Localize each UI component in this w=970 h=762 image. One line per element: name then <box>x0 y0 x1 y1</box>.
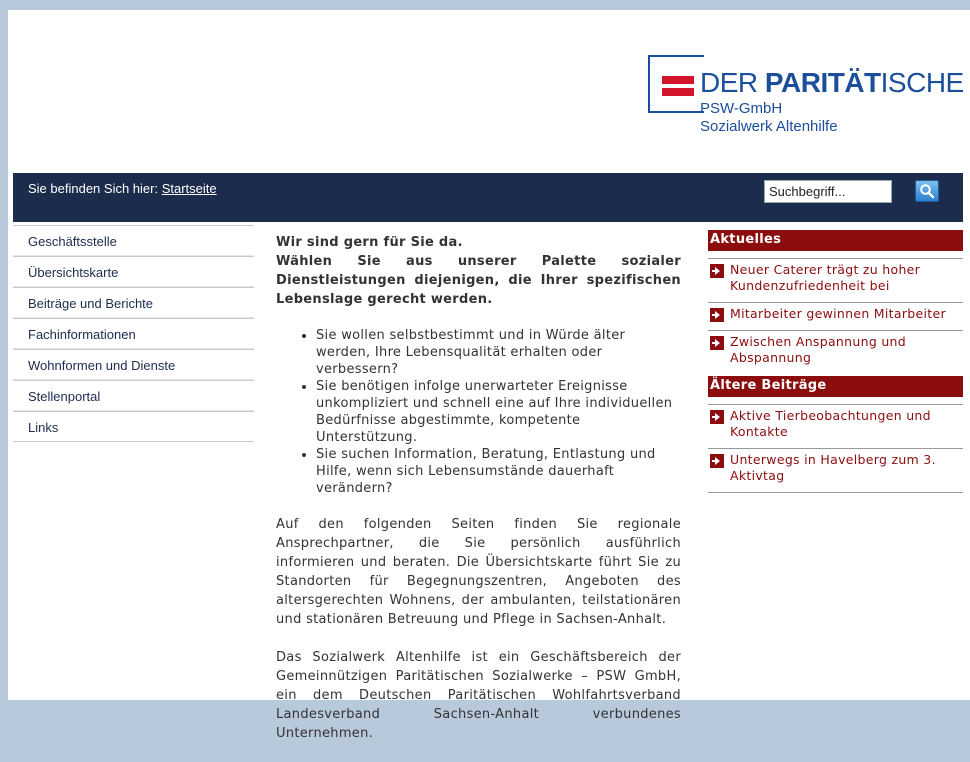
arrow-right-icon <box>710 454 724 468</box>
list-item: • Sie suchen Information, Beratung, Entlastung und Hilfe, wenn sich Lebensumstände dauerhaft verändern? <box>316 446 681 497</box>
search-input[interactable] <box>764 180 892 203</box>
news-item[interactable] <box>708 330 963 374</box>
news-item[interactable] <box>708 448 963 493</box>
sidebar-item-links[interactable]: Links <box>13 411 254 442</box>
arrow-right-icon <box>710 264 724 278</box>
breadcrumb-prefix: Sie befinden Sich hier: <box>28 181 162 196</box>
news-item-link[interactable]: Aktive Tierbeobachtungen und Kontakte <box>730 408 931 439</box>
logo-bar-top <box>662 76 694 84</box>
news-item-link[interactable]: Neuer Caterer trägt zu hoher Kundenzufriedenheit bei <box>730 262 921 293</box>
list-item: • Sie benötigen infolge unerwarteter Ereignisse unkompliziert und schnell eine auf Ihre individuellen Bedürfnisse abgestimmte, kompetente Unterstützung. <box>316 378 681 446</box>
news-item[interactable] <box>708 258 963 302</box>
sidebar-item-uebersichtskarte[interactable]: Übersichtskarte <box>13 256 254 287</box>
top-navbar <box>13 173 963 222</box>
intro-block <box>276 233 681 309</box>
news-item[interactable] <box>708 302 963 330</box>
search-button[interactable] <box>915 180 939 202</box>
paragraph-about: Das Sozialwerk Altenhilfe ist ein Geschäftsbereich der Gemeinnützigen Paritätischen Sozialwerke – PSW GmbH, ein dem Deutschen Paritätischen Wohlfahrtsverband Landesverband Sachsen-Anhalt verbundenes Unternehmen. <box>276 650 681 741</box>
arrow-right-icon <box>710 308 724 322</box>
sidebar-nav <box>13 225 254 442</box>
logo-mark-icon <box>648 55 704 113</box>
news-sidebar <box>708 230 963 493</box>
sidebar-item-fachinformationen[interactable]: Fachinformationen <box>13 318 254 349</box>
aeltere-heading: Ältere Beiträge <box>708 376 963 397</box>
intro-heading: Wir sind gern für Sie da. <box>276 235 463 250</box>
news-item-link[interactable]: Unterwegs in Havelberg zum 3. Aktivtag <box>730 452 936 483</box>
news-item-link[interactable]: Mitarbeiter gewinnen Mitarbeiter <box>730 306 946 321</box>
sidebar-item-wohnformen[interactable]: Wohnformen und Dienste <box>13 349 254 380</box>
list-item: • Sie wollen selbstbestimmt und in Würde älter werden, Ihre Lebensqualität erhalten oder verbessern? <box>316 327 681 378</box>
benefits-list <box>316 327 681 497</box>
intro-text: Wählen Sie aus unserer Palette sozialer Dienstleistungen diejenigen, die Ihrer spezifischen Lebenslage gerecht werden. <box>276 254 681 307</box>
main-content <box>276 233 681 762</box>
arrow-right-icon <box>710 410 724 424</box>
breadcrumb <box>28 181 217 196</box>
aktuelles-heading: Aktuelles <box>708 230 963 251</box>
sidebar-item-geschaeftsstelle[interactable]: Geschäftsstelle <box>13 225 254 256</box>
news-item-link[interactable]: Zwischen Anspannung und Abspannung <box>730 334 907 365</box>
paragraph-contacts: Auf den folgenden Seiten finden Sie regionale Ansprechpartner, die Sie persönlich ausführlich informieren und beraten. Die Übersichtskarte führt Sie zu Standorten für Begegnungszentren, Angeboten des altersgerechten Wohnens, der ambulanten, teilstationären und stationären Betreuung und Pflege in Sachsen-Anhalt. <box>276 517 681 627</box>
logo-subtitle-division: Sozialwerk Altenhilfe <box>700 118 838 135</box>
news-item[interactable] <box>708 404 963 448</box>
logo-bar-bottom <box>662 88 694 96</box>
logo[interactable] <box>648 55 964 140</box>
page <box>8 10 970 741</box>
logo-subtitle-company: PSW-GmbH <box>700 100 783 117</box>
search-icon <box>919 183 935 199</box>
sidebar-item-beitraege[interactable]: Beiträge und Berichte <box>13 287 254 318</box>
logo-title-bold: PARITÄT <box>764 67 881 98</box>
arrow-right-icon <box>710 336 724 350</box>
logo-title <box>700 67 964 99</box>
breadcrumb-link-startseite[interactable]: Startseite <box>161 181 217 196</box>
aktuelles-list <box>708 258 963 374</box>
logo-title-regular: DER <box>700 67 765 98</box>
aeltere-list <box>708 404 963 493</box>
sidebar-item-stellenportal[interactable]: Stellenportal <box>13 380 254 411</box>
logo-title-tail: ISCHE <box>880 67 964 98</box>
